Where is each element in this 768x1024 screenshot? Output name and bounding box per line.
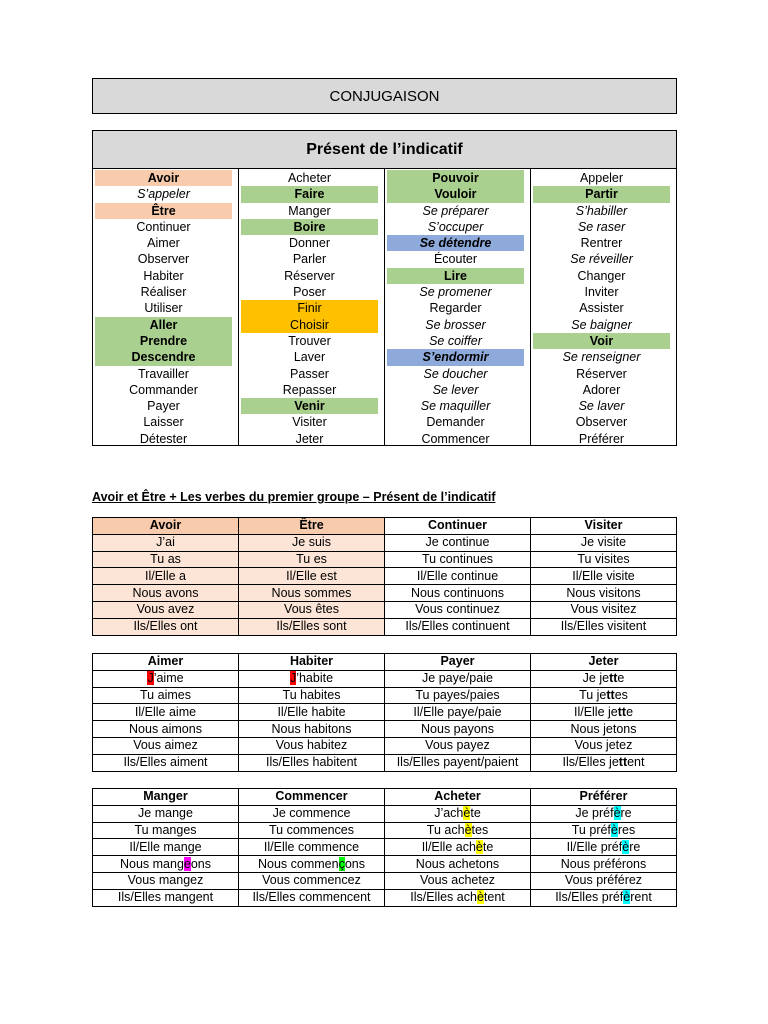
conjugation-table <box>92 788 677 907</box>
table-cell: Il/Elle paye/paie <box>385 704 531 721</box>
table-header-cell: Préférer <box>531 789 677 806</box>
verb-item: Utiliser <box>144 301 183 316</box>
verb-item: Visiter <box>292 415 327 430</box>
highlighted-letter: è <box>463 806 471 821</box>
table-cell: Ils/Elles habitent <box>239 754 385 771</box>
table-cell: J’aime <box>93 670 239 687</box>
table-cell: Ils/Elles aiment <box>93 754 239 771</box>
verb-item: Commander <box>129 382 198 397</box>
verb-item: Se renseigner <box>562 350 641 365</box>
table-cell: Il/Elle préfère <box>531 839 677 856</box>
table-cell: Tu commences <box>239 822 385 839</box>
table-cell: Vous visitez <box>531 601 677 618</box>
verb-item: Acheter <box>287 171 332 185</box>
verb-item: Observer <box>575 415 628 430</box>
verb-item: Continuer <box>136 219 191 234</box>
table-cell: Nous jetons <box>531 721 677 738</box>
verb-item: Se détendre <box>387 235 524 251</box>
table-cell: Il/Elle visite <box>531 568 677 585</box>
verb-item: Choisir <box>241 317 378 333</box>
table-cell: Nous aimons <box>93 721 239 738</box>
table-row <box>93 889 677 906</box>
table-cell: Tu as <box>93 551 239 568</box>
verb-item: Vouloir <box>387 186 524 202</box>
verb-item: Prendre <box>95 333 232 349</box>
table-header-cell: Acheter <box>385 789 531 806</box>
table-cell: Nous visitons <box>531 585 677 602</box>
table-cell: Je visite <box>531 534 677 551</box>
table-cell: Tu achètes <box>385 822 531 839</box>
table-header-row <box>93 654 677 671</box>
verb-item: Réserver <box>576 366 627 381</box>
table-cell: Tu habites <box>239 687 385 704</box>
table-cell: Il/Elle commence <box>239 839 385 856</box>
table-header-cell: Jeter <box>531 654 677 671</box>
verb-item: Parler <box>292 252 327 267</box>
verb-item: Passer <box>290 366 329 381</box>
highlighted-letter: tt <box>618 755 628 770</box>
verb-item: Se laver <box>578 399 625 414</box>
verb-item: Se promener <box>419 285 492 300</box>
verb-item: Laisser <box>143 415 184 430</box>
table-cell: Tu aimes <box>93 687 239 704</box>
table-cell: Tu payes/paies <box>385 687 531 704</box>
table-row <box>93 737 677 754</box>
table-cell: Ils/Elles sont <box>239 618 385 635</box>
table-header-cell: Continuer <box>385 518 531 535</box>
table-cell: Vous avez <box>93 601 239 618</box>
verb-item: Finir <box>241 300 378 316</box>
verb-item: Descendre <box>95 349 232 365</box>
table-cell: Nous mangeons <box>93 856 239 873</box>
table-cell: Je continue <box>385 534 531 551</box>
verb-item: Commencer <box>421 431 490 446</box>
table-cell: Nous achetons <box>385 856 531 873</box>
verb-item: Observer <box>137 252 190 267</box>
highlighted-letter: è <box>622 839 630 854</box>
verb-item: S’endormir <box>387 349 524 365</box>
highlighted-letter: tt <box>606 687 615 702</box>
table-cell: Ils/Elles achètent <box>385 889 531 906</box>
verb-item: Adorer <box>582 382 621 397</box>
table-cell: Vous habitez <box>239 737 385 754</box>
table-cell: Tu es <box>239 551 385 568</box>
verbs-column <box>385 169 531 446</box>
verb-item: Préférer <box>578 431 625 446</box>
table-header-cell: Visiter <box>531 518 677 535</box>
table-row <box>93 618 677 635</box>
table-cell: Vous jetez <box>531 737 677 754</box>
table-header-cell: Habiter <box>239 654 385 671</box>
table-cell: Il/Elle est <box>239 568 385 585</box>
verb-item: Inviter <box>584 285 619 300</box>
section-subtitle: Avoir et Être + Les verbes du premier groupe – Présent de l’indicatif <box>92 490 496 504</box>
verbs-columns <box>93 169 676 446</box>
conjugation-table <box>92 517 677 636</box>
table-cell: Je commence <box>239 805 385 822</box>
table-row <box>93 856 677 873</box>
table-cell: Il/Elle continue <box>385 568 531 585</box>
table-cell: Ils/Elles mangent <box>93 889 239 906</box>
verb-item: Travailler <box>138 366 189 381</box>
table-row <box>93 872 677 889</box>
table-row <box>93 670 677 687</box>
table-row <box>93 568 677 585</box>
verb-item: Se préparer <box>422 203 489 218</box>
table-cell: Je paye/paie <box>385 670 531 687</box>
table-cell: J’ai <box>93 534 239 551</box>
table-cell: Tu continues <box>385 551 531 568</box>
table-row <box>93 839 677 856</box>
table-row <box>93 585 677 602</box>
table-cell: Je jette <box>531 670 677 687</box>
highlighted-letter: è <box>476 890 484 905</box>
verb-item: Se maquiller <box>420 399 491 414</box>
table-cell: Nous commençons <box>239 856 385 873</box>
table-cell: Nous avons <box>93 585 239 602</box>
verb-item: Aimer <box>147 236 180 251</box>
highlighted-letter: tt <box>609 671 618 686</box>
table-cell: Ils/Elles visitent <box>531 618 677 635</box>
verb-item: Réaliser <box>140 285 187 300</box>
table-cell: Ils/Elles continuent <box>385 618 531 635</box>
table-cell: Nous habitons <box>239 721 385 738</box>
verb-item: Demander <box>426 415 485 430</box>
verb-item: Regarder <box>429 301 482 316</box>
verb-item: Se raser <box>577 219 626 234</box>
table-cell: Il/Elle jette <box>531 704 677 721</box>
verb-item: Se baigner <box>571 317 632 332</box>
verb-item: Venir <box>241 398 378 414</box>
table-cell: Ils/Elles payent/paient <box>385 754 531 771</box>
table-cell: Ils/Elles ont <box>93 618 239 635</box>
table-row <box>93 754 677 771</box>
table-cell: Il/Elle a <box>93 568 239 585</box>
verb-item: Être <box>95 203 232 219</box>
table-cell: Nous sommes <box>239 585 385 602</box>
table-cell: Vous aimez <box>93 737 239 754</box>
verb-item: Détester <box>139 431 188 446</box>
table-header-cell: Être <box>239 518 385 535</box>
table-cell: Je préfère <box>531 805 677 822</box>
table-cell: J’habite <box>239 670 385 687</box>
verb-item: Se brosser <box>425 317 486 332</box>
highlighted-letter: è <box>623 890 631 905</box>
verbs-heading: Présent de l’indicatif <box>93 131 676 169</box>
verb-item: Appeler <box>579 171 624 185</box>
table-cell: Ils/Elles jettent <box>531 754 677 771</box>
table-header-row <box>93 518 677 535</box>
verb-item: Écouter <box>433 252 478 267</box>
table-row <box>93 805 677 822</box>
verb-item: Trouver <box>288 333 331 348</box>
verb-item: Pouvoir <box>387 170 524 186</box>
table-cell: Ils/Elles commencent <box>239 889 385 906</box>
table-header-cell: Aimer <box>93 654 239 671</box>
table-cell: Nous payons <box>385 721 531 738</box>
table-cell: Il/Elle habite <box>239 704 385 721</box>
table-cell: Tu jettes <box>531 687 677 704</box>
table-cell: Nous préférons <box>531 856 677 873</box>
table-row <box>93 822 677 839</box>
verb-item: Boire <box>241 219 378 235</box>
table-cell: Il/Elle mange <box>93 839 239 856</box>
table-cell: Vous achetez <box>385 872 531 889</box>
verb-item: Jeter <box>295 431 324 446</box>
table-cell: Nous continuons <box>385 585 531 602</box>
verb-item: S’appeler <box>137 187 190 202</box>
table-header-cell: Manger <box>93 789 239 806</box>
verb-item: Habiter <box>143 268 184 283</box>
highlighted-letter: tt <box>617 704 627 719</box>
verb-item: S’habiller <box>575 203 628 218</box>
verb-item: Se lever <box>432 382 479 397</box>
table-header-row <box>93 789 677 806</box>
conjugation-table <box>92 653 677 772</box>
verb-item: Aller <box>95 317 232 333</box>
table-row <box>93 721 677 738</box>
verb-item: Laver <box>293 350 326 365</box>
table-row <box>93 601 677 618</box>
table-cell: Il/Elle achète <box>385 839 531 856</box>
verb-item: Repasser <box>282 382 337 397</box>
verb-item: Avoir <box>95 170 232 186</box>
table-cell: Je mange <box>93 805 239 822</box>
verb-item: S’occuper <box>427 219 484 234</box>
table-row <box>93 551 677 568</box>
table-cell: Tu manges <box>93 822 239 839</box>
table-row <box>93 704 677 721</box>
verb-item: Voir <box>533 333 670 349</box>
table-cell: Il/Elle aime <box>93 704 239 721</box>
verbs-list-box <box>92 130 677 446</box>
table-cell: Vous mangez <box>93 872 239 889</box>
highlighted-letter: è <box>464 822 472 837</box>
verbs-column <box>531 169 676 446</box>
verbs-column <box>93 169 239 446</box>
verb-item: Poser <box>293 285 326 300</box>
verb-item: Payer <box>147 399 180 414</box>
table-cell: Tu visites <box>531 551 677 568</box>
verb-item: Lire <box>387 268 524 284</box>
highlighted-letter: e <box>183 856 191 871</box>
table-cell: Vous commencez <box>239 872 385 889</box>
verb-item: Se coiffer <box>429 333 482 348</box>
table-cell: Vous préférez <box>531 872 677 889</box>
verb-item: Faire <box>241 186 378 202</box>
highlighted-letter: ç <box>338 856 345 871</box>
table-header-cell: Avoir <box>93 518 239 535</box>
highlighted-letter: J <box>289 671 297 686</box>
table-header-cell: Commencer <box>239 789 385 806</box>
verb-item: Changer <box>577 268 626 283</box>
table-cell: Je suis <box>239 534 385 551</box>
highlighted-letter: è <box>613 806 621 821</box>
verb-item: Se réveiller <box>570 252 633 267</box>
verb-item: Donner <box>289 236 330 251</box>
verb-item: Rentrer <box>580 236 623 251</box>
table-cell: Vous continuez <box>385 601 531 618</box>
table-header-cell: Payer <box>385 654 531 671</box>
verb-item: Se doucher <box>423 366 488 381</box>
table-cell: Ils/Elles préfèrent <box>531 889 677 906</box>
verbs-column <box>239 169 385 446</box>
table-cell: Vous êtes <box>239 601 385 618</box>
verb-item: Partir <box>533 186 670 202</box>
verb-item: Réserver <box>284 268 335 283</box>
page-title-text: CONJUGAISON <box>329 87 440 105</box>
table-cell: J’achète <box>385 805 531 822</box>
highlighted-letter: J <box>147 671 154 686</box>
table-cell: Vous payez <box>385 737 531 754</box>
page-title <box>92 78 677 114</box>
table-row <box>93 534 677 551</box>
verb-item: Assister <box>579 301 624 316</box>
highlighted-letter: è <box>610 822 618 837</box>
table-row <box>93 687 677 704</box>
table-cell: Tu préfères <box>531 822 677 839</box>
verb-item: Manger <box>288 203 331 218</box>
highlighted-letter: è <box>475 839 483 854</box>
